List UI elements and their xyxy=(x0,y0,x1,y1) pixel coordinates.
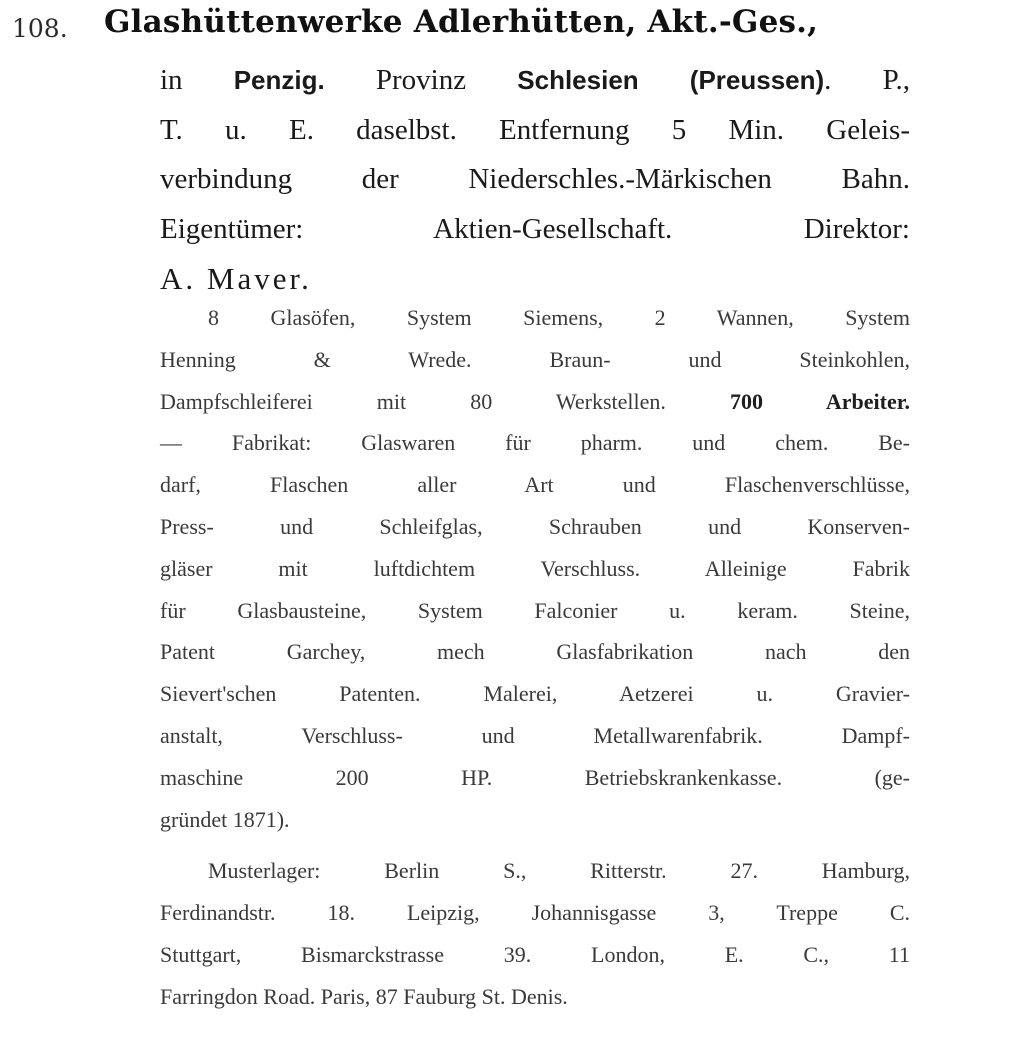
company-description xyxy=(160,297,910,1018)
paragraph-gap xyxy=(160,840,910,850)
company-title: Glashüttenwerke Adlerhütten, Akt.-Ges., xyxy=(104,4,819,40)
owner-line: Eigentümer: Aktien-Gesellschaft. Direktor: xyxy=(160,212,910,245)
director-name: A. Maver. xyxy=(160,261,312,296)
province-label: Provinz xyxy=(324,64,518,96)
description-line: 8 Glasöfen, System Siemens, 2 Wannen, System xyxy=(208,305,910,330)
description-line: Press- und Schleifglas, Schrauben und Konserven- xyxy=(160,513,910,539)
worker-count: 700 Arbeiter. xyxy=(730,388,910,414)
region-name: Schlesien (Preussen) xyxy=(517,65,825,95)
description-text: Dampfschleiferei mit 80 Werkstellen. xyxy=(160,388,731,414)
description-line: — Fabrikat: Glaswaren für pharm. und chem. Be- xyxy=(160,430,910,456)
transport-line: T. u. E. daselbst. Entfernung 5 Min. Geleis- xyxy=(160,113,910,146)
description-line: Henning & Wrede. Braun- und Steinkohlen, xyxy=(160,346,910,372)
location-line xyxy=(160,56,910,106)
description-line: maschine 200 HP. Betriebskrankenkasse. (ge- xyxy=(160,764,910,790)
description-line: anstalt, Verschluss- und Metallwarenfabrik. Dampf- xyxy=(160,722,910,748)
description-line: Patent Garchey, mech Glasfabrikation nach den xyxy=(160,639,910,665)
location-prefix: in xyxy=(160,64,234,96)
description-line: Sievert'schen Patenten. Malerei, Aetzerei u. Gravier- xyxy=(160,681,910,707)
description-line: gründet 1871). xyxy=(160,806,290,832)
town-name: Penzig. xyxy=(233,65,325,95)
company-header xyxy=(160,56,910,304)
railway-line: verbindung der Niederschles.-Märkischen Bahn. xyxy=(160,163,910,195)
warehouse-line: Farringdon Road. Paris, 87 Fauburg St. Denis. xyxy=(160,983,568,1009)
description-line: darf, Flaschen aller Art und Flaschenverschlüsse, xyxy=(160,472,910,498)
description-line: gläser mit luftdichtem Verschluss. Alleinige Fabrik xyxy=(160,555,910,581)
location-suffix: . P., xyxy=(824,64,910,96)
description-line xyxy=(160,381,910,423)
entry-number: 108. xyxy=(12,14,68,43)
warehouse-line: Stuttgart, Bismarckstrasse 39. London, E. C., 11 xyxy=(160,941,910,967)
warehouse-line: Musterlager: Berlin S., Ritterstr. 27. Hamburg, xyxy=(208,858,910,884)
description-line: für Glasbausteine, System Falconier u. keram. Steine, xyxy=(160,597,910,623)
warehouse-line: Ferdinandstr. 18. Leipzig, Johannisgasse 3, Treppe C. xyxy=(160,900,910,926)
